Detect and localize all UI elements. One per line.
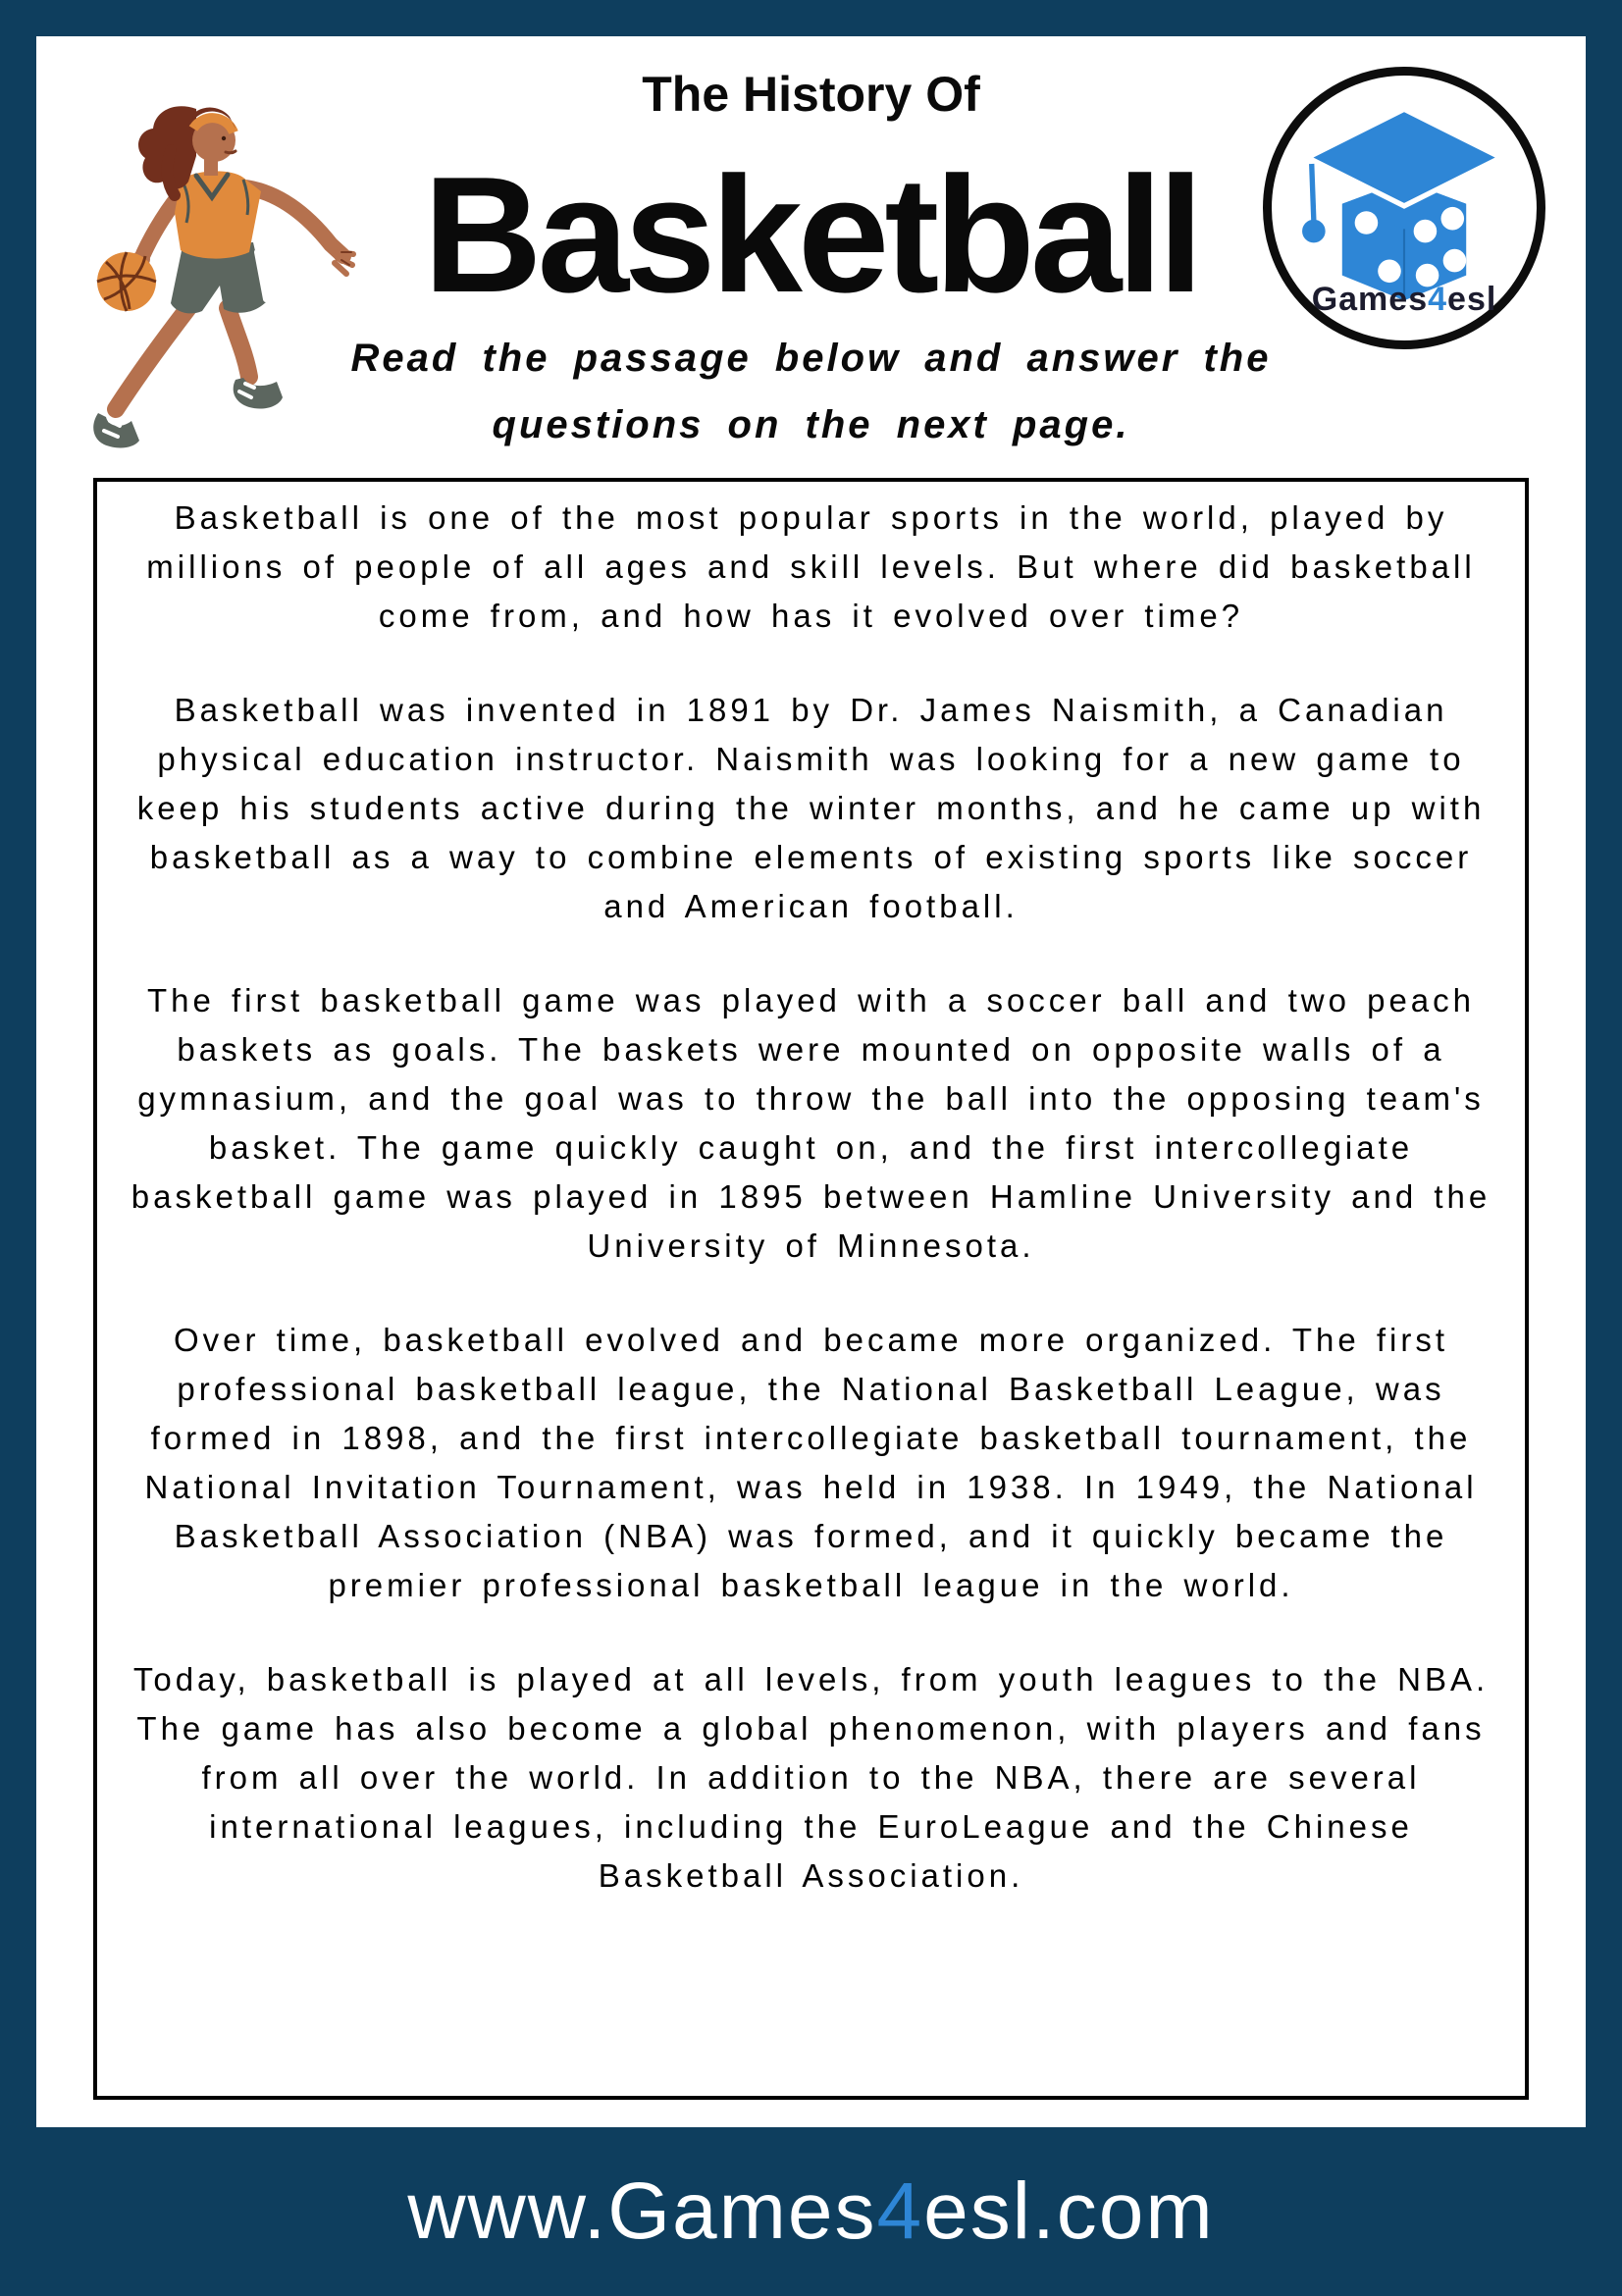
website-url	[407, 2166, 1214, 2258]
page-title-small: The History Of	[642, 67, 980, 122]
logo-text-post: esl	[1447, 281, 1497, 318]
instructions-line2: questions on the next page.	[492, 403, 1130, 446]
passage-paragraph-2: Basketball was invented in 1891 by Dr. James Naismith, a Canadian physical education instructor. Naismith was looking for a new game to keep his students active during the winter months, and he came up with basketball as a way to combine elements of existing sports like soccer and American football.	[136, 692, 1486, 924]
footer-band	[0, 2127, 1622, 2296]
instructions-line1: Read the passage below and answer the	[350, 337, 1272, 380]
logo-text-4: 4	[1428, 281, 1448, 318]
passage-paragraph-3: The first basketball game was played with a soccer ball and two peach baskets as goals. The baskets were mounted on opposite walls of a gymnasium, and the goal was to throw the ball into the opposing team's basket. The game quickly caught on, and the first intercollegiate basketball game was played in 1895 between Hamline University and the University of Minnesota.	[131, 982, 1491, 1264]
passage-paragraph-4: Over time, basketball evolved and became more organized. The first professional basketball league, the National Basketball League, was formed in 1898, and the first intercollegiate basketball tournament, the National Invitation Tournament, was held in 1938. In 1949, the National Basketball Association (NBA) was formed, and it quickly became the premier professional basketball league in the world.	[144, 1322, 1478, 1603]
footer-url-pre: www.Games	[407, 2166, 877, 2256]
instructions-text	[36, 325, 1586, 458]
games4esl-logo	[1263, 67, 1545, 349]
passage-box	[93, 478, 1529, 2100]
footer-url-post: esl.com	[923, 2166, 1215, 2256]
logo-text-pre: Games	[1311, 281, 1429, 318]
passage-paragraph-1: Basketball is one of the most popular sports in the world, played by millions of people of all ages and skill levels. But where did basketball come from, and how has it evolved over time?	[146, 499, 1476, 634]
passage-paragraph-5: Today, basketball is played at all levels, from youth leagues to the NBA. The game has also become a global phenomenon, with players and fans from all over the world. In addition to the NBA, there are several international leagues, including the EuroLeague and the Chinese Basketball Association.	[132, 1661, 1490, 1894]
page-title: Basketball	[423, 142, 1199, 327]
footer-url-4: 4	[876, 2166, 924, 2256]
worksheet-sheet	[36, 36, 1586, 2127]
logo-wordmark	[1272, 281, 1537, 319]
